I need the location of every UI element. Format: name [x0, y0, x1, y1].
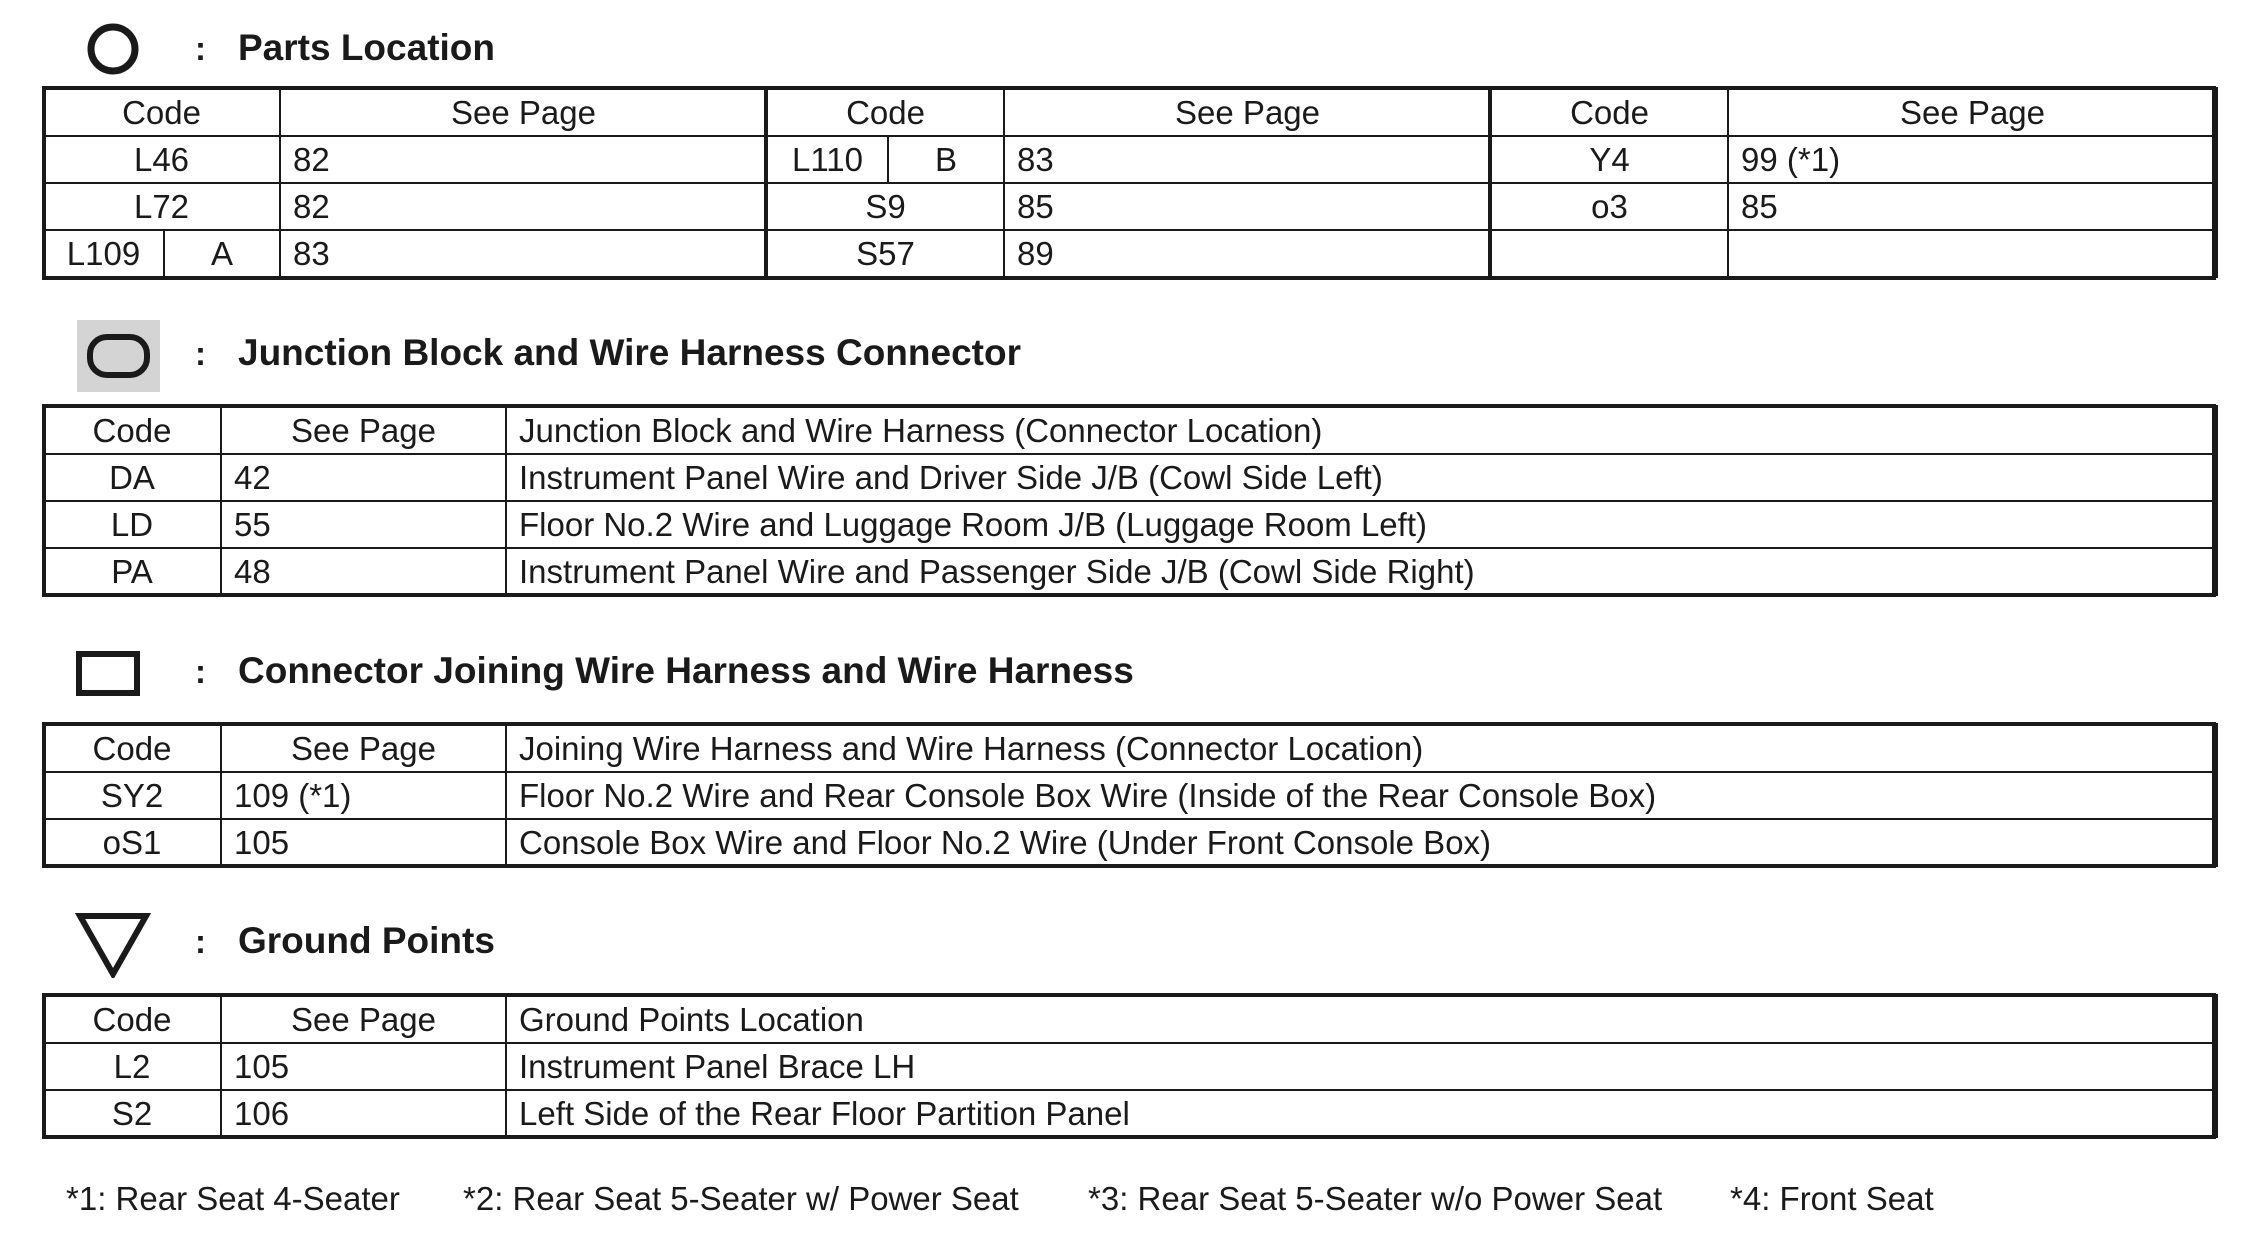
code-cell: Y4 — [1491, 136, 1728, 183]
code-cell: LD — [43, 501, 221, 548]
code-cell: S57 — [767, 230, 1004, 277]
description-cell: Instrument Panel Wire and Passenger Side J/B (Cowl Side Right) — [506, 548, 2217, 595]
header-see-page: See Page — [280, 88, 767, 136]
square-icon — [76, 651, 140, 696]
page-cell: 106 — [221, 1090, 506, 1137]
section-title: Ground Points — [238, 920, 495, 961]
code-cell: L110 — [767, 136, 888, 183]
header-see-page: See Page — [221, 406, 506, 454]
header-see-page: See Page — [221, 724, 506, 772]
header-description: Joining Wire Harness and Wire Harness (Connector Location) — [506, 724, 2217, 772]
code-cell: oS1 — [43, 819, 221, 866]
header-code: Code — [43, 995, 221, 1043]
page-cell: 85 — [1004, 183, 1491, 230]
page-cell: 99 (*1) — [1728, 136, 2217, 183]
page-cell: 105 — [221, 1043, 506, 1090]
section-title: Parts Location — [238, 27, 495, 68]
code-cell: SY2 — [43, 772, 221, 819]
table-row — [43, 230, 2217, 277]
description-cell: Instrument Panel Wire and Driver Side J/B (Cowl Side Left) — [506, 454, 2217, 501]
code-cell — [1491, 230, 1728, 277]
description-cell: Instrument Panel Brace LH — [506, 1043, 2217, 1090]
page-cell: 55 — [221, 501, 506, 548]
rounded-rect-icon — [77, 320, 160, 392]
section-title: Connector Joining Wire Harness and Wire Harness — [238, 650, 1134, 691]
header-code: Code — [1491, 88, 1728, 136]
code-cell: S9 — [767, 183, 1004, 230]
table-row — [43, 772, 2217, 819]
footnote-2: *2: Rear Seat 5-Seater w/ Power Seat — [463, 1180, 1019, 1217]
header-see-page: See Page — [1728, 88, 2217, 136]
table-row — [43, 183, 2217, 230]
heading-colon: : — [195, 335, 206, 372]
page-cell: 48 — [221, 548, 506, 595]
footnote-3: *3: Rear Seat 5-Seater w/o Power Seat — [1088, 1180, 1663, 1217]
code-cell: L109 — [43, 230, 164, 277]
code-cell: S2 — [43, 1090, 221, 1137]
table-row — [43, 548, 2217, 595]
page-cell — [1728, 230, 2217, 277]
description-cell: Floor No.2 Wire and Luggage Room J/B (Luggage Room Left) — [506, 501, 2217, 548]
code-cell: PA — [43, 548, 221, 595]
table-row — [43, 819, 2217, 866]
code-cell: L72 — [43, 183, 280, 230]
header-see-page: See Page — [1004, 88, 1491, 136]
code-sub-cell: B — [888, 136, 1004, 183]
header-code: Code — [767, 88, 1004, 136]
code-cell: L2 — [43, 1043, 221, 1090]
page-cell: 82 — [280, 183, 767, 230]
footnote-4: *4: Front Seat — [1730, 1180, 1934, 1217]
table-row — [43, 1090, 2217, 1137]
page-cell: 83 — [1004, 136, 1491, 183]
description-cell: Console Box Wire and Floor No.2 Wire (Under Front Console Box) — [506, 819, 2217, 866]
code-cell: DA — [43, 454, 221, 501]
description-cell: Floor No.2 Wire and Rear Console Box Wire (Inside of the Rear Console Box) — [506, 772, 2217, 819]
page-cell: 82 — [280, 136, 767, 183]
heading-colon: : — [195, 30, 206, 67]
header-description: Ground Points Location — [506, 995, 2217, 1043]
ground-points-table — [42, 994, 2218, 1138]
page-cell: 89 — [1004, 230, 1491, 277]
table-row — [43, 454, 2217, 501]
code-sub-cell: A — [164, 230, 280, 277]
page-cell: 83 — [280, 230, 767, 277]
connector-joining-table — [42, 723, 2218, 867]
header-see-page: See Page — [221, 995, 506, 1043]
section-title: Junction Block and Wire Harness Connector — [238, 332, 1021, 373]
table-row — [43, 501, 2217, 548]
parts-location-table — [42, 87, 2218, 278]
header-description: Junction Block and Wire Harness (Connector Location) — [506, 406, 2217, 454]
description-cell: Left Side of the Rear Floor Partition Panel — [506, 1090, 2217, 1137]
header-code: Code — [43, 88, 280, 136]
page-cell: 85 — [1728, 183, 2217, 230]
page-cell: 109 (*1) — [221, 772, 506, 819]
heading-colon: : — [195, 653, 206, 690]
triangle-icon — [75, 912, 151, 978]
footnote-1: *1: Rear Seat 4-Seater — [66, 1180, 400, 1217]
heading-colon: : — [195, 923, 206, 960]
page-cell: 105 — [221, 819, 506, 866]
circle-icon — [86, 22, 140, 76]
junction-block-table — [42, 405, 2218, 596]
table-row — [43, 1043, 2217, 1090]
page-cell: 42 — [221, 454, 506, 501]
code-cell: o3 — [1491, 183, 1728, 230]
code-cell: L46 — [43, 136, 280, 183]
header-code: Code — [43, 406, 221, 454]
header-code: Code — [43, 724, 221, 772]
table-row — [43, 136, 2217, 183]
